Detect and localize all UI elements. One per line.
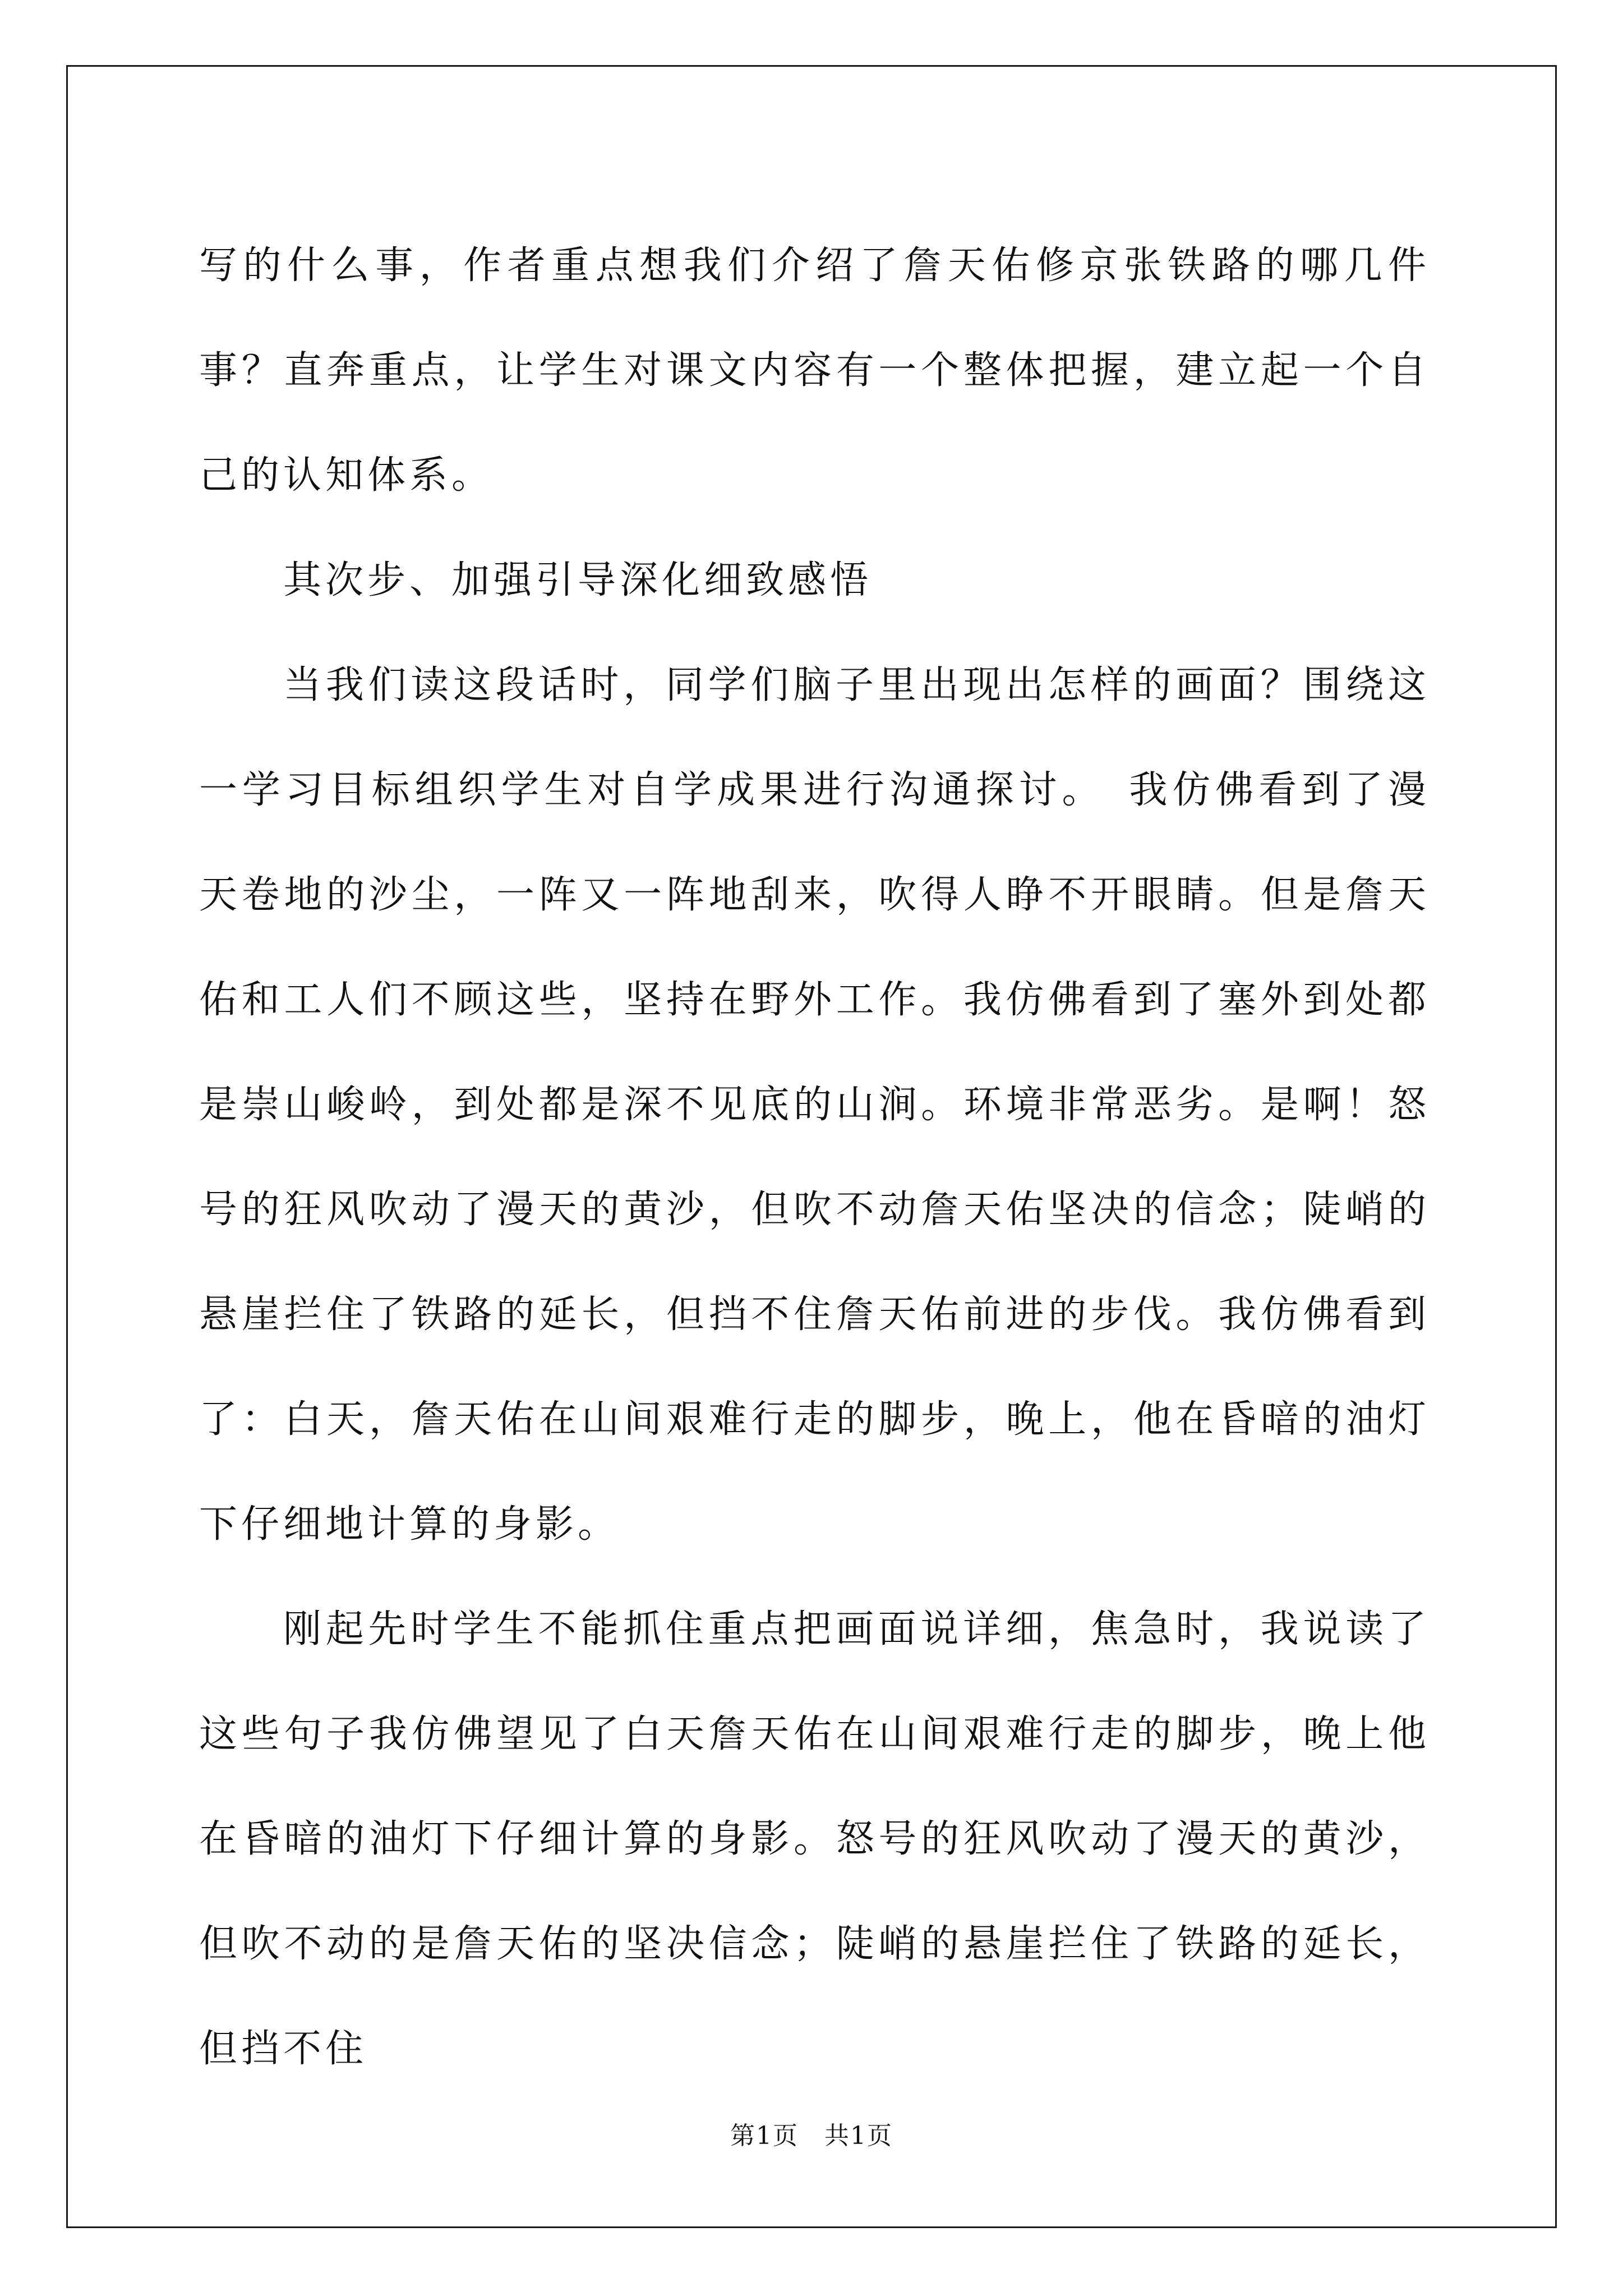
page-number-label: 第1页 共1页 (730, 2122, 893, 2150)
paragraph-3: 当我们读这段话时，同学们脑子里出现出怎样的画面？围绕这一学习目标组织学生对自学成果进行沟通探讨。 我仿佛看到了漫天卷地的沙尘，一阵又一阵地刮来，吹得人睁不开眼睛。但是詹天佑和工人们不顾这些，坚持在野外工作。我仿佛看到了塞外到处都是崇山峻岭，到处都是深不见底的山涧。环境非常恶劣。是啊！怒号的狂风吹动了漫天的黄沙，但吹不动詹天佑坚决的信念；陡峭的悬崖拦住了铁路的延长，但挡不住詹天佑前进的步伐。我仿佛看到了：白天，詹天佑在山间艰难行走的脚步，晚上，他在昏暗的油灯下仔细地计算的身影。 (199, 663, 1430, 1547)
paragraph-2-heading: 其次步、加强引导深化细致感悟 (283, 558, 873, 602)
page-footer (0, 2119, 1623, 2153)
paragraph-1: 写的什么事，作者重点想我们介绍了詹天佑修京张铁路的哪几件事？直奔重点，让学生对课文内容有一个整体把握，建立起一个自己的认知体系。 (199, 243, 1430, 498)
paragraph-4: 刚起先时学生不能抓住重点把画面说详细，焦急时，我说读了这些句子我仿佛望见了白天詹天佑在山间艰难行走的脚步，晚上他在昏暗的油灯下仔细计算的身影。怒号的狂风吹动了漫天的黄沙，但吹不动的是詹天佑的坚决信念；陡峭的悬崖拦住了铁路的延长，但挡不住 (199, 1607, 1430, 2071)
document-body (199, 213, 1430, 2101)
